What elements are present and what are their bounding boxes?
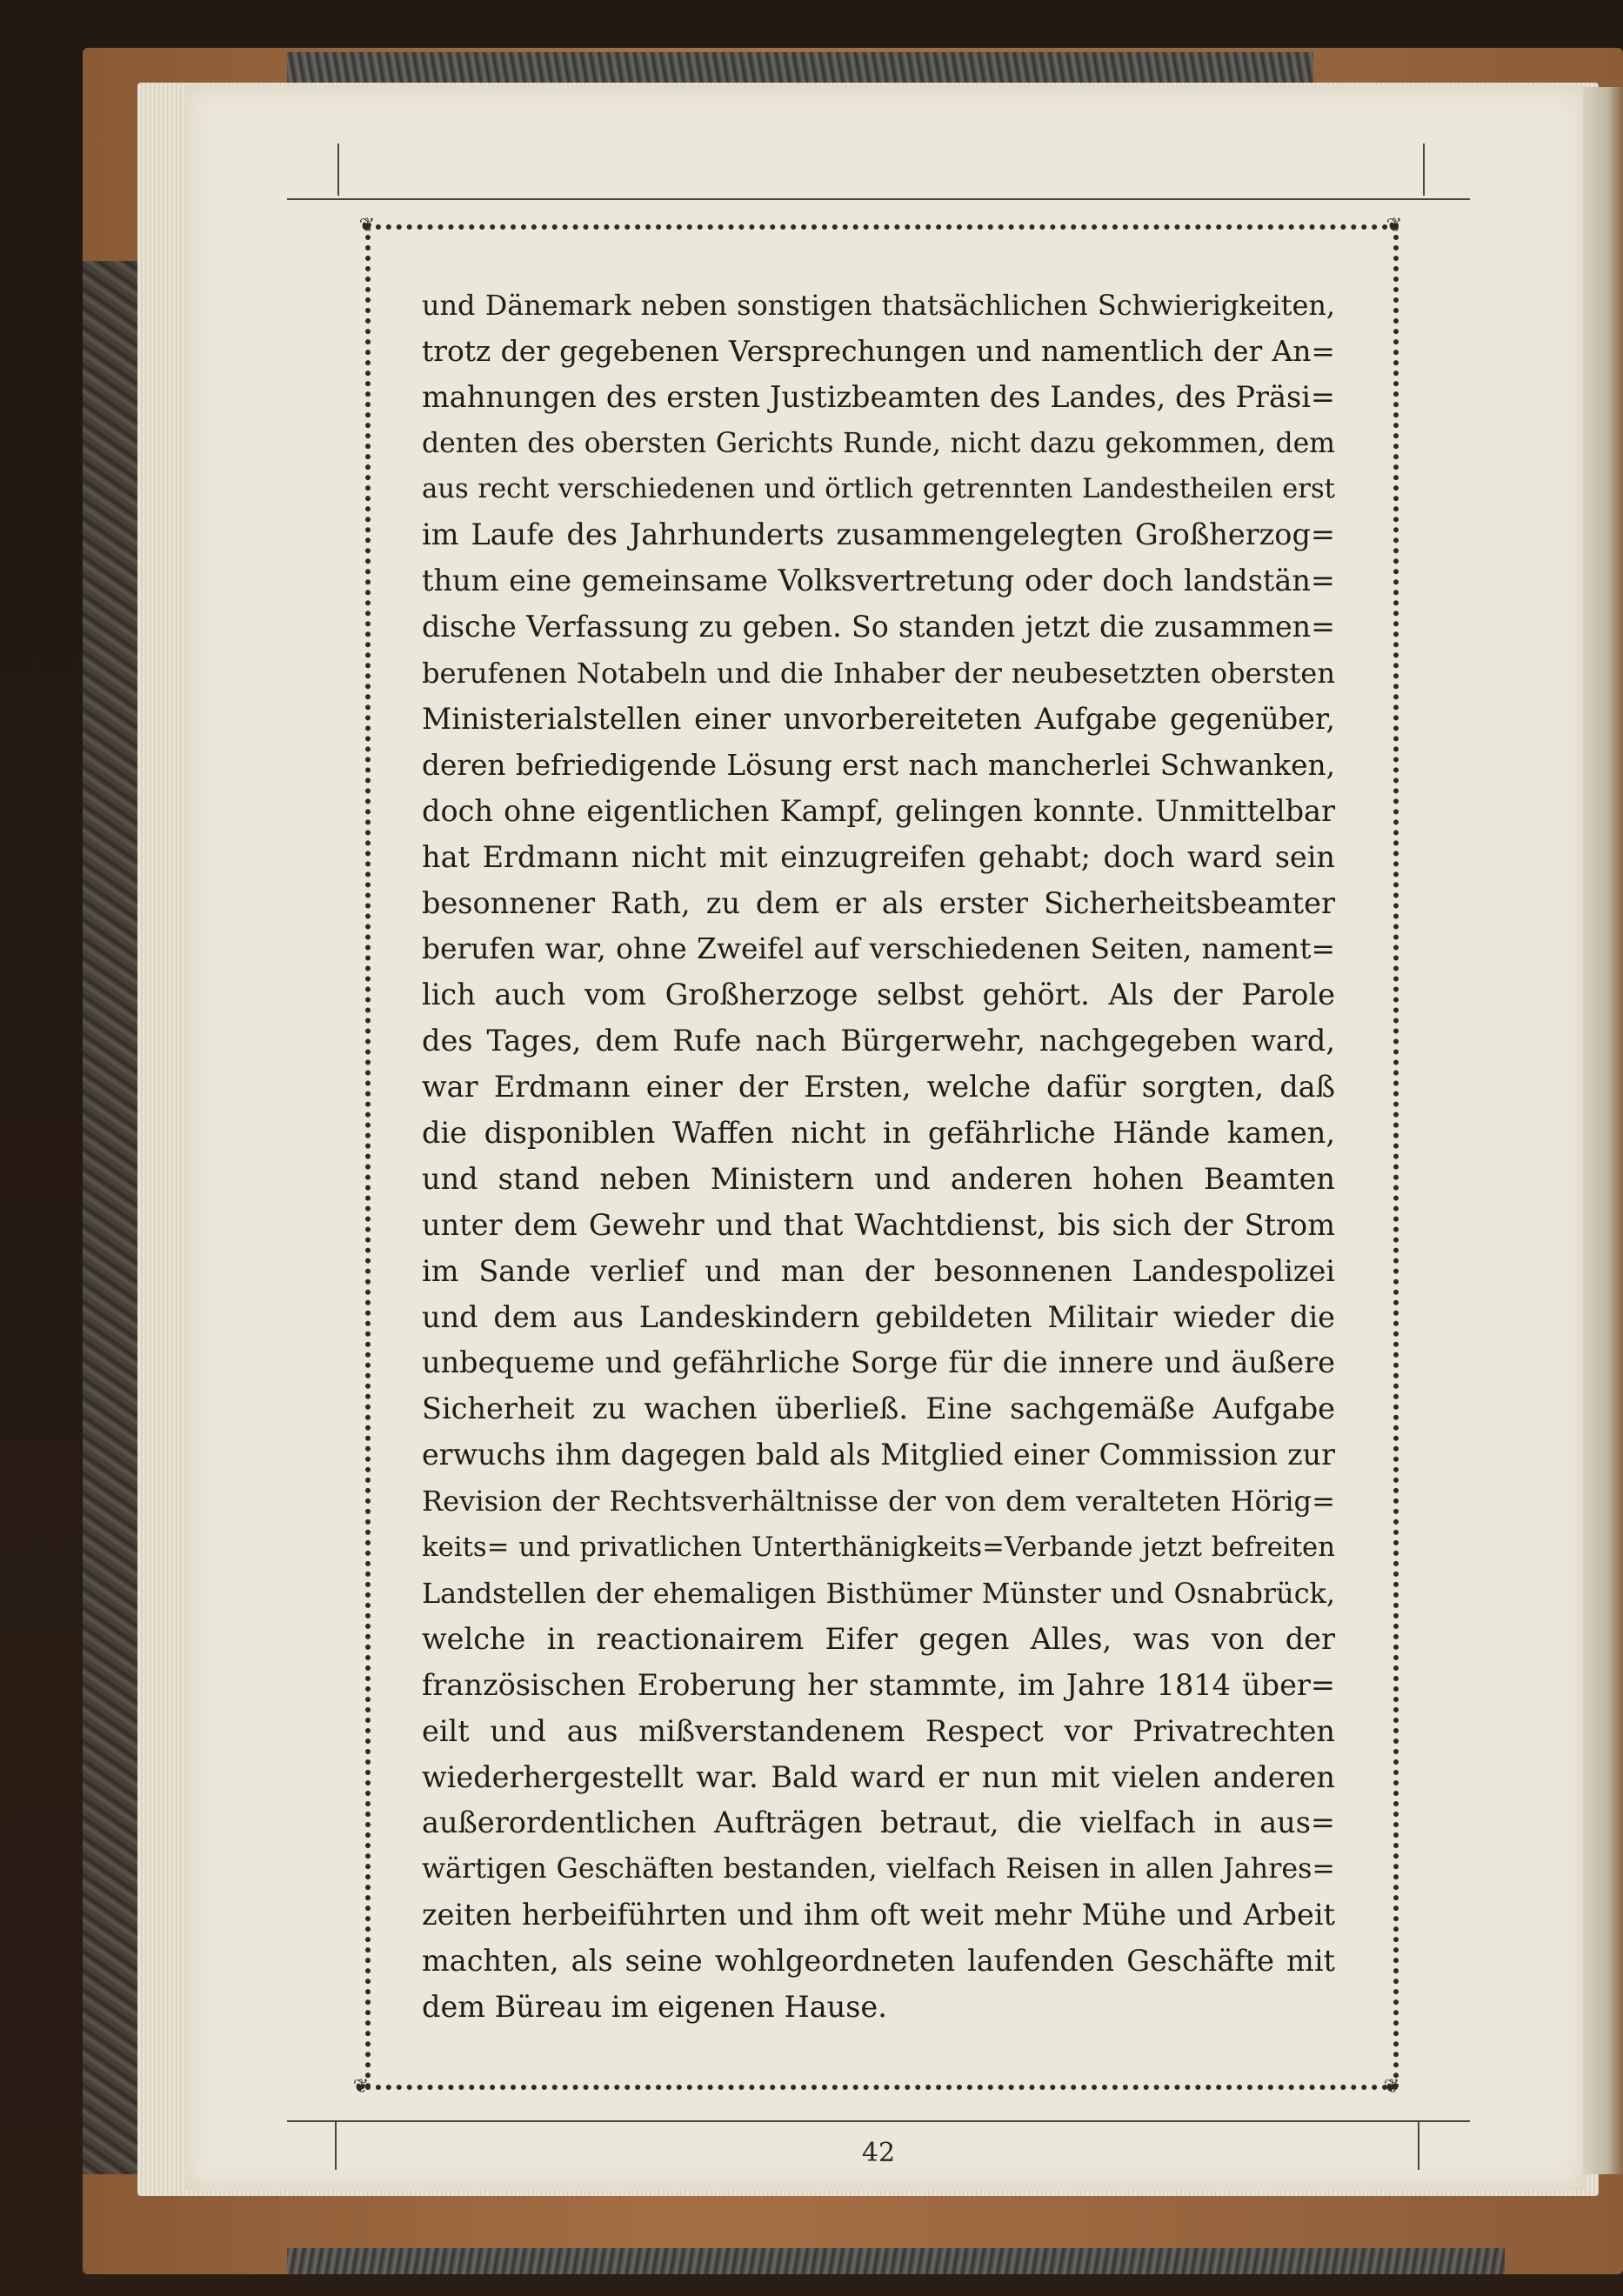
page-number: 42 xyxy=(861,2138,896,2168)
text-line: berufen war, ohne Zweifel auf verschiedenen Seiten, nament= xyxy=(422,931,1335,966)
text-line: im Laufe des Jahrhunderts zusammengelegten Großherzog= xyxy=(422,517,1335,552)
text-line: die disponiblen Waffen nicht in gefährliche Hände kamen, xyxy=(422,1116,1335,1151)
text-line: unbequeme und gefährliche Sorge für die innere und äußere xyxy=(422,1345,1335,1380)
text-line: und dem aus Landeskindern gebildeten Militair wieder die xyxy=(422,1299,1335,1334)
right-guide-mark-bottom xyxy=(1418,2122,1419,2170)
page-text-body xyxy=(422,283,1335,2031)
text-line: denten des obersten Gerichts Runde, nicht dazu gekommen, dem xyxy=(422,427,1335,459)
text-line: trotz der gegebenen Versprechungen und namentlich der An= xyxy=(422,333,1335,368)
text-line: erwuchs ihm dagegen bald als Mitglied einer Commission zur xyxy=(422,1438,1335,1472)
text-line: welche in reactionairem Eifer gegen Alles, was von der xyxy=(422,1621,1335,1656)
right-guide-mark-top xyxy=(1423,144,1425,196)
text-line: im Sande verlief und man der besonnenen Landespolizei xyxy=(422,1253,1335,1288)
corner-ornament-icon: ❦ xyxy=(1383,2076,1400,2098)
text-line: keits= und privatlichen Unterthänigkeits=Verbande jetzt befreiten xyxy=(422,1532,1335,1564)
marbled-bottom-edge xyxy=(287,2248,1505,2274)
text-line: hat Erdmann nicht mit einzugreifen gehabt; doch ward sein xyxy=(422,839,1335,874)
text-line: zeiten herbeiführten und ihm oft weit mehr Mühe und Arbeit xyxy=(422,1898,1335,1932)
text-line: thum eine gemeinsame Volksvertretung oder doch landstän= xyxy=(422,564,1335,598)
text-line: besonnener Rath, zu dem er als erster Sicherheitsbeamter xyxy=(422,885,1335,920)
text-line: doch ohne eigentlichen Kampf, gelingen konnte. Unmittelbar xyxy=(422,793,1335,828)
text-line: mahnungen des ersten Justizbeamten des Landes, des Präsi= xyxy=(422,379,1335,414)
text-line: wiederhergestellt war. Bald ward er nun mit vielen anderen xyxy=(422,1759,1335,1794)
text-line: lich auch vom Großherzoge selbst gehört. Als der Parole xyxy=(422,978,1335,1012)
text-line: dische Verfassung zu geben. So standen jetzt die zusammen= xyxy=(422,610,1335,644)
text-line: dem Büreau im eigenen Hause. xyxy=(422,1989,887,2024)
text-line: Sicherheit zu wachen überließ. Eine sachgemäße Aufgabe xyxy=(422,1392,1335,1426)
text-line: Landstellen der ehemaligen Bisthümer Münster und Osnabrück, xyxy=(422,1576,1335,1610)
text-line: französischen Eroberung her stammte, im Jahre 1814 über= xyxy=(422,1667,1335,1702)
text-line: und Dänemark neben sonstigen thatsächlichen Schwierigkeiten, xyxy=(422,289,1335,322)
text-line: unter dem Gewehr und that Wachtdienst, bis sich der Strom xyxy=(422,1207,1335,1242)
text-line: wärtigen Geschäften bestanden, vielfach Reisen in allen Jahres= xyxy=(422,1853,1335,1886)
text-line: und stand neben Ministern und anderen hohen Beamten xyxy=(422,1161,1335,1196)
top-guide-rule xyxy=(287,198,1470,200)
corner-ornament-icon: ❦ xyxy=(352,2076,370,2098)
text-line: außerordentlichen Aufträgen betraut, die vielfach in aus= xyxy=(422,1805,1335,1840)
marbled-top-edge xyxy=(287,52,1313,83)
text-line: berufenen Notabeln und die Inhaber der neubesetzten obersten xyxy=(422,657,1335,691)
text-line: eilt und aus mißverstandenem Respect vor Privatrechten xyxy=(422,1713,1335,1748)
text-line: deren befriedigende Lösung erst nach mancherlei Schwanken, xyxy=(422,748,1335,782)
text-line: des Tages, dem Rufe nach Bürgerwehr, nachgegeben ward, xyxy=(422,1024,1335,1058)
left-guide-mark-top xyxy=(337,144,339,196)
text-line: Ministerialstellen einer unvorbereiteten Aufgabe gegenüber, xyxy=(422,702,1335,737)
text-line: Revision der Rechtsverhältnisse der von dem veralteten Hörig= xyxy=(422,1485,1335,1518)
corner-ornament-icon: ❦ xyxy=(1386,215,1403,237)
text-line: aus recht verschiedenen und örtlich getrennten Landestheilen erst xyxy=(422,473,1335,504)
left-guide-mark-bottom xyxy=(335,2122,337,2170)
facing-page-edge xyxy=(1583,87,1623,2174)
bottom-guide-rule xyxy=(287,2120,1470,2122)
text-line: machten, als seine wohlgeordneten laufenden Geschäfte mit xyxy=(422,1944,1335,1979)
corner-ornament-icon: ❦ xyxy=(358,215,376,237)
text-line: war Erdmann einer der Ersten, welche dafür sorgten, daß xyxy=(422,1070,1335,1105)
